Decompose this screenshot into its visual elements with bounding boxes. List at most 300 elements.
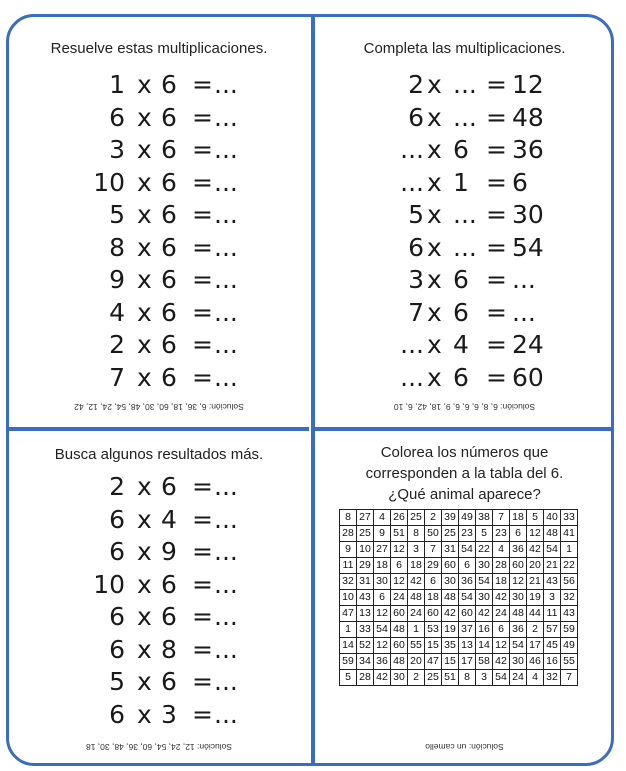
- factor-b: 6: [161, 200, 177, 229]
- result: 6: [512, 167, 528, 197]
- times-sign: x: [137, 472, 152, 501]
- equation-row: [9, 536, 309, 568]
- grid-cell[interactable]: 60: [391, 606, 408, 622]
- equation-row: [9, 329, 309, 361]
- factor-a: ...: [400, 362, 424, 392]
- factor-b: 3: [161, 699, 177, 729]
- result: 48: [512, 102, 544, 132]
- solution-text: Solución: 12, 24, 54, 60, 36, 48, 30, 18: [85, 742, 233, 752]
- solution-text: Solución: un camello: [425, 742, 504, 752]
- grid-cell[interactable]: 14: [476, 638, 493, 654]
- grid-cell[interactable]: 8: [459, 670, 476, 686]
- equals-sign: =: [192, 537, 213, 566]
- grid-cell[interactable]: 2: [527, 622, 544, 638]
- grid-cell[interactable]: 37: [459, 622, 476, 638]
- equals-sign: =: [486, 135, 507, 164]
- grid-cell[interactable]: 54: [544, 542, 561, 558]
- grid-cell[interactable]: 30: [391, 670, 408, 686]
- grid-cell[interactable]: 1: [408, 622, 425, 638]
- factor-a: 10: [93, 167, 125, 197]
- grid-cell[interactable]: 56: [561, 574, 578, 590]
- equation-row: [9, 471, 309, 503]
- grid-cell[interactable]: 29: [357, 558, 374, 574]
- grid-cell[interactable]: 18: [425, 590, 442, 606]
- grid-cell[interactable]: 20: [408, 654, 425, 670]
- equals-sign: =: [192, 602, 213, 631]
- equation-row: [315, 134, 614, 166]
- equals-sign: =: [192, 200, 213, 229]
- grid-cell[interactable]: 23: [459, 526, 476, 542]
- grid-cell[interactable]: 60: [510, 558, 527, 574]
- equation-row: [9, 167, 309, 199]
- grid-cell[interactable]: 45: [544, 638, 561, 654]
- grid-cell[interactable]: 19: [442, 622, 459, 638]
- factor-a: 3: [109, 135, 125, 164]
- panel-title-line-2: corresponden a la tabla del 6.: [365, 465, 564, 482]
- times-sign: x: [137, 634, 152, 664]
- times-sign: x: [137, 265, 152, 294]
- grid-cell[interactable]: 51: [391, 526, 408, 542]
- panel-colorea: [315, 431, 614, 766]
- grid-cell[interactable]: 57: [544, 622, 561, 638]
- grid-cell[interactable]: 6: [493, 622, 510, 638]
- grid-cell[interactable]: 32: [340, 574, 357, 590]
- grid-cell[interactable]: 43: [357, 590, 374, 606]
- grid-cell[interactable]: 36: [510, 542, 527, 558]
- grid-cell[interactable]: 54: [493, 670, 510, 686]
- times-sign: x: [427, 362, 442, 392]
- grid-cell[interactable]: 48: [510, 606, 527, 622]
- grid-cell[interactable]: 29: [425, 558, 442, 574]
- grid-cell[interactable]: 6: [510, 526, 527, 542]
- result: ...: [214, 167, 238, 197]
- grid-cell[interactable]: 43: [561, 606, 578, 622]
- factor-a: 7: [408, 297, 424, 327]
- grid-cell[interactable]: 12: [374, 606, 391, 622]
- factor-a: 6: [109, 602, 125, 631]
- grid-cell[interactable]: 13: [459, 638, 476, 654]
- grid-cell[interactable]: 13: [357, 606, 374, 622]
- equation-row: [315, 167, 614, 199]
- result: ...: [214, 297, 238, 327]
- grid-cell[interactable]: 48: [442, 590, 459, 606]
- grid-cell[interactable]: 10: [340, 590, 357, 606]
- grid-cell[interactable]: 26: [391, 510, 408, 526]
- factor-a: 5: [109, 667, 125, 696]
- equals-sign: =: [192, 330, 213, 359]
- result: ...: [214, 330, 238, 359]
- factor-a: 2: [408, 70, 424, 99]
- factor-a: 6: [109, 537, 125, 566]
- grid-cell[interactable]: 59: [340, 654, 357, 670]
- factor-b: 6: [161, 265, 177, 294]
- factor-a: 2: [109, 330, 125, 359]
- grid-cell[interactable]: 32: [544, 670, 561, 686]
- equation-row: [9, 297, 309, 329]
- grid-cell[interactable]: 1: [340, 622, 357, 638]
- solution-text: Solución: 6, 8, 6, 6, 6, 9, 18, 42, 6, 10: [393, 402, 536, 412]
- grid-cell[interactable]: 16: [544, 654, 561, 670]
- grid-cell[interactable]: 60: [425, 606, 442, 622]
- grid-cell[interactable]: 60: [442, 558, 459, 574]
- grid-cell[interactable]: 27: [357, 510, 374, 526]
- grid-cell[interactable]: 47: [340, 606, 357, 622]
- grid-cell[interactable]: 54: [476, 574, 493, 590]
- grid-cell[interactable]: 60: [391, 638, 408, 654]
- grid-row: [340, 622, 578, 638]
- grid-cell[interactable]: 39: [442, 510, 459, 526]
- grid-cell[interactable]: 30: [442, 574, 459, 590]
- equals-sign: =: [192, 265, 213, 294]
- grid-cell[interactable]: 23: [493, 526, 510, 542]
- times-sign: x: [137, 537, 152, 566]
- grid-cell[interactable]: 54: [459, 542, 476, 558]
- grid-row: [340, 590, 578, 606]
- grid-cell[interactable]: 44: [527, 606, 544, 622]
- times-sign: x: [137, 602, 152, 631]
- grid-cell[interactable]: 5: [340, 670, 357, 686]
- panel-title-line-1: Colorea los números que: [380, 444, 549, 461]
- grid-cell[interactable]: 53: [425, 622, 442, 638]
- worksheet: [6, 14, 614, 766]
- grid-cell[interactable]: 14: [340, 638, 357, 654]
- grid-cell[interactable]: 42: [408, 574, 425, 590]
- grid-cell[interactable]: 6: [374, 590, 391, 606]
- equation-row: [9, 232, 309, 264]
- grid-cell[interactable]: 40: [544, 510, 561, 526]
- panel-title: Busca algunos resultados más.: [54, 446, 264, 463]
- equals-sign: =: [486, 232, 507, 262]
- factor-a: 10: [93, 569, 125, 599]
- grid-cell[interactable]: 33: [357, 622, 374, 638]
- factor-b: ...: [453, 70, 477, 99]
- grid-row: [340, 510, 578, 526]
- result: ...: [214, 70, 238, 99]
- grid-cell[interactable]: 30: [476, 590, 493, 606]
- equation-row: [315, 199, 614, 231]
- result: ...: [214, 200, 238, 229]
- result: ...: [214, 472, 238, 501]
- grid-cell[interactable]: 8: [408, 526, 425, 542]
- grid-cell[interactable]: 30: [510, 654, 527, 670]
- equals-sign: =: [192, 699, 213, 729]
- grid-cell[interactable]: 5: [476, 526, 493, 542]
- grid-cell[interactable]: 28: [357, 670, 374, 686]
- equation-row: [9, 601, 309, 633]
- grid-cell[interactable]: 10: [357, 542, 374, 558]
- grid-cell[interactable]: 12: [510, 574, 527, 590]
- equation-row: [9, 264, 309, 296]
- grid-cell[interactable]: 4: [374, 510, 391, 526]
- grid-cell[interactable]: 24: [493, 606, 510, 622]
- equals-sign: =: [486, 200, 507, 229]
- equals-sign: =: [486, 70, 507, 99]
- grid-row: [340, 670, 578, 686]
- result: ...: [214, 362, 238, 392]
- equation-row: [9, 569, 309, 601]
- result: 12: [512, 70, 544, 99]
- grid-cell[interactable]: 12: [391, 542, 408, 558]
- factor-a: 1: [109, 70, 125, 99]
- equation-row: [315, 102, 614, 134]
- factor-b: ...: [453, 232, 477, 262]
- equals-sign: =: [192, 232, 213, 262]
- grid-cell[interactable]: 19: [527, 590, 544, 606]
- result: ...: [512, 297, 536, 327]
- grid-cell[interactable]: 55: [408, 638, 425, 654]
- grid-cell[interactable]: 55: [561, 654, 578, 670]
- factor-a: 8: [109, 232, 125, 262]
- factor-b: 6: [161, 232, 177, 262]
- grid-cell[interactable]: 46: [527, 654, 544, 670]
- grid-cell[interactable]: 42: [442, 606, 459, 622]
- grid-cell[interactable]: 31: [442, 542, 459, 558]
- times-sign: x: [137, 167, 152, 197]
- grid-cell[interactable]: 20: [527, 558, 544, 574]
- factor-b: 1: [453, 167, 469, 197]
- grid-cell[interactable]: 51: [442, 670, 459, 686]
- equals-sign: =: [192, 102, 213, 132]
- panel-resuelve: [9, 17, 309, 425]
- grid-cell[interactable]: 54: [510, 638, 527, 654]
- grid-cell[interactable]: 48: [544, 526, 561, 542]
- grid-cell[interactable]: 3: [408, 542, 425, 558]
- grid-cell[interactable]: 8: [340, 510, 357, 526]
- times-sign: x: [137, 70, 152, 99]
- grid-cell[interactable]: 11: [544, 606, 561, 622]
- factor-b: ...: [453, 200, 477, 229]
- grid-cell[interactable]: 18: [408, 558, 425, 574]
- grid-cell[interactable]: 18: [510, 510, 527, 526]
- times-sign: x: [137, 699, 152, 729]
- panel-title: Resuelve estas multiplicaciones.: [50, 40, 268, 57]
- equals-sign: =: [192, 504, 213, 534]
- equals-sign: =: [486, 167, 507, 197]
- grid-cell[interactable]: 24: [510, 670, 527, 686]
- equals-sign: =: [486, 102, 507, 132]
- factor-b: 4: [161, 504, 177, 534]
- grid-cell[interactable]: 49: [561, 638, 578, 654]
- grid-cell[interactable]: 25: [408, 510, 425, 526]
- grid-cell[interactable]: 27: [374, 542, 391, 558]
- grid-cell[interactable]: 6: [391, 558, 408, 574]
- grid-cell[interactable]: 2: [425, 510, 442, 526]
- grid-cell[interactable]: 25: [425, 670, 442, 686]
- grid-cell[interactable]: 7: [493, 510, 510, 526]
- grid-cell[interactable]: 21: [527, 574, 544, 590]
- grid-cell[interactable]: 5: [527, 510, 544, 526]
- grid-cell[interactable]: 58: [476, 654, 493, 670]
- grid-cell[interactable]: 36: [510, 622, 527, 638]
- grid-cell[interactable]: 30: [510, 590, 527, 606]
- factor-a: 2: [109, 472, 125, 501]
- grid-cell[interactable]: 42: [476, 606, 493, 622]
- factor-a: 5: [408, 200, 424, 229]
- grid-cell[interactable]: 6: [459, 558, 476, 574]
- factor-b: 6: [161, 297, 177, 327]
- grid-cell[interactable]: 3: [476, 670, 493, 686]
- equals-sign: =: [192, 569, 213, 599]
- factor-b: 9: [161, 537, 177, 566]
- grid-cell[interactable]: 48: [391, 654, 408, 670]
- factor-a: ...: [400, 167, 424, 197]
- grid-cell[interactable]: 35: [442, 638, 459, 654]
- grid-cell[interactable]: 30: [476, 558, 493, 574]
- grid-cell[interactable]: 60: [459, 606, 476, 622]
- grid-cell[interactable]: 36: [374, 654, 391, 670]
- factor-a: 6: [109, 699, 125, 729]
- grid-cell[interactable]: 48: [408, 590, 425, 606]
- grid-cell[interactable]: 18: [493, 574, 510, 590]
- grid-cell[interactable]: 28: [493, 558, 510, 574]
- equation-row: [9, 102, 309, 134]
- grid-cell[interactable]: 59: [561, 622, 578, 638]
- factor-b: 6: [161, 472, 177, 501]
- grid-cell[interactable]: 42: [493, 590, 510, 606]
- grid-cell[interactable]: 28: [340, 526, 357, 542]
- grid-cell[interactable]: 54: [459, 590, 476, 606]
- result: ...: [214, 265, 238, 294]
- grid-cell[interactable]: 17: [527, 638, 544, 654]
- equation-row: [9, 69, 309, 101]
- number-grid: [339, 509, 578, 686]
- grid-cell[interactable]: 49: [459, 510, 476, 526]
- grid-cell[interactable]: 25: [442, 526, 459, 542]
- grid-cell[interactable]: 1: [561, 542, 578, 558]
- times-sign: x: [427, 265, 442, 294]
- times-sign: x: [427, 70, 442, 99]
- grid-cell[interactable]: 41: [561, 526, 578, 542]
- grid-cell[interactable]: 34: [357, 654, 374, 670]
- grid-cell[interactable]: 54: [374, 622, 391, 638]
- equals-sign: =: [486, 330, 507, 359]
- times-sign: x: [137, 569, 152, 599]
- panel-busca: [9, 431, 309, 766]
- times-sign: x: [137, 297, 152, 327]
- grid-cell[interactable]: 7: [425, 542, 442, 558]
- equals-sign: =: [192, 472, 213, 501]
- grid-cell[interactable]: 12: [493, 638, 510, 654]
- grid-cell[interactable]: 31: [357, 574, 374, 590]
- equation-row: [9, 134, 309, 166]
- factor-b: 6: [161, 167, 177, 197]
- equals-sign: =: [192, 135, 213, 164]
- grid-cell[interactable]: 48: [391, 622, 408, 638]
- grid-cell[interactable]: 15: [442, 654, 459, 670]
- grid-cell[interactable]: 43: [544, 574, 561, 590]
- grid-cell[interactable]: 38: [476, 510, 493, 526]
- grid-cell[interactable]: 4: [493, 542, 510, 558]
- times-sign: x: [137, 667, 152, 696]
- factor-a: 4: [109, 297, 125, 327]
- factor-b: 6: [161, 667, 177, 696]
- grid-cell[interactable]: 36: [459, 574, 476, 590]
- factor-b: 6: [453, 297, 469, 327]
- grid-cell[interactable]: 42: [527, 542, 544, 558]
- factor-b: 6: [453, 135, 469, 164]
- grid-cell[interactable]: 42: [493, 654, 510, 670]
- times-sign: x: [427, 330, 442, 359]
- result: ...: [512, 265, 536, 294]
- factor-b: 6: [161, 330, 177, 359]
- equation-row: [315, 232, 614, 264]
- times-sign: x: [137, 102, 152, 132]
- grid-cell[interactable]: 12: [527, 526, 544, 542]
- equation-row: [9, 666, 309, 698]
- grid-row: [340, 638, 578, 654]
- result: 30: [512, 200, 544, 229]
- equation-row: [9, 362, 309, 394]
- result: ...: [214, 232, 238, 262]
- grid-cell[interactable]: 50: [425, 526, 442, 542]
- times-sign: x: [137, 362, 152, 392]
- grid-cell[interactable]: 33: [561, 510, 578, 526]
- result: 36: [512, 135, 544, 164]
- grid-cell[interactable]: 25: [357, 526, 374, 542]
- grid-cell[interactable]: 30: [374, 574, 391, 590]
- grid-cell[interactable]: 24: [391, 590, 408, 606]
- grid-cell[interactable]: 21: [544, 558, 561, 574]
- factor-a: 3: [408, 265, 424, 294]
- grid-cell[interactable]: 7: [561, 670, 578, 686]
- factor-b: 6: [161, 362, 177, 392]
- grid-cell[interactable]: 15: [425, 638, 442, 654]
- grid-row: [340, 654, 578, 670]
- factor-a: 5: [109, 200, 125, 229]
- factor-a: 6: [109, 102, 125, 132]
- grid-cell[interactable]: 6: [425, 574, 442, 590]
- grid-row: [340, 542, 578, 558]
- grid-cell[interactable]: 47: [425, 654, 442, 670]
- grid-cell[interactable]: 9: [340, 542, 357, 558]
- result: ...: [214, 667, 238, 696]
- grid-cell[interactable]: 12: [391, 574, 408, 590]
- grid-cell[interactable]: 22: [476, 542, 493, 558]
- grid-cell[interactable]: 16: [476, 622, 493, 638]
- equals-sign: =: [486, 265, 507, 294]
- grid-cell[interactable]: 24: [408, 606, 425, 622]
- factor-b: 6: [161, 569, 177, 599]
- factor-a: 9: [109, 265, 125, 294]
- grid-cell[interactable]: 4: [527, 670, 544, 686]
- equals-sign: =: [486, 297, 507, 327]
- panel-title-line-3: ¿Qué animal aparece?: [388, 486, 541, 503]
- result: 54: [512, 232, 544, 262]
- grid-cell[interactable]: 32: [561, 590, 578, 606]
- factor-b: 6: [453, 265, 469, 294]
- grid-cell[interactable]: 12: [374, 638, 391, 654]
- grid-cell[interactable]: 2: [408, 670, 425, 686]
- grid-cell[interactable]: 22: [561, 558, 578, 574]
- result: ...: [214, 537, 238, 566]
- grid-cell[interactable]: 9: [374, 526, 391, 542]
- grid-cell[interactable]: 17: [459, 654, 476, 670]
- factor-a: 7: [109, 362, 125, 392]
- times-sign: x: [427, 297, 442, 327]
- factor-a: ...: [400, 330, 424, 359]
- grid-cell[interactable]: 52: [357, 638, 374, 654]
- equation-row: [9, 634, 309, 666]
- equation-row: [315, 362, 614, 394]
- equals-sign: =: [192, 297, 213, 327]
- grid-cell[interactable]: 18: [374, 558, 391, 574]
- grid-cell[interactable]: 11: [340, 558, 357, 574]
- grid-cell[interactable]: 3: [544, 590, 561, 606]
- grid-cell[interactable]: 42: [374, 670, 391, 686]
- times-sign: x: [137, 330, 152, 359]
- result: ...: [214, 699, 238, 729]
- equation-row: [315, 69, 614, 101]
